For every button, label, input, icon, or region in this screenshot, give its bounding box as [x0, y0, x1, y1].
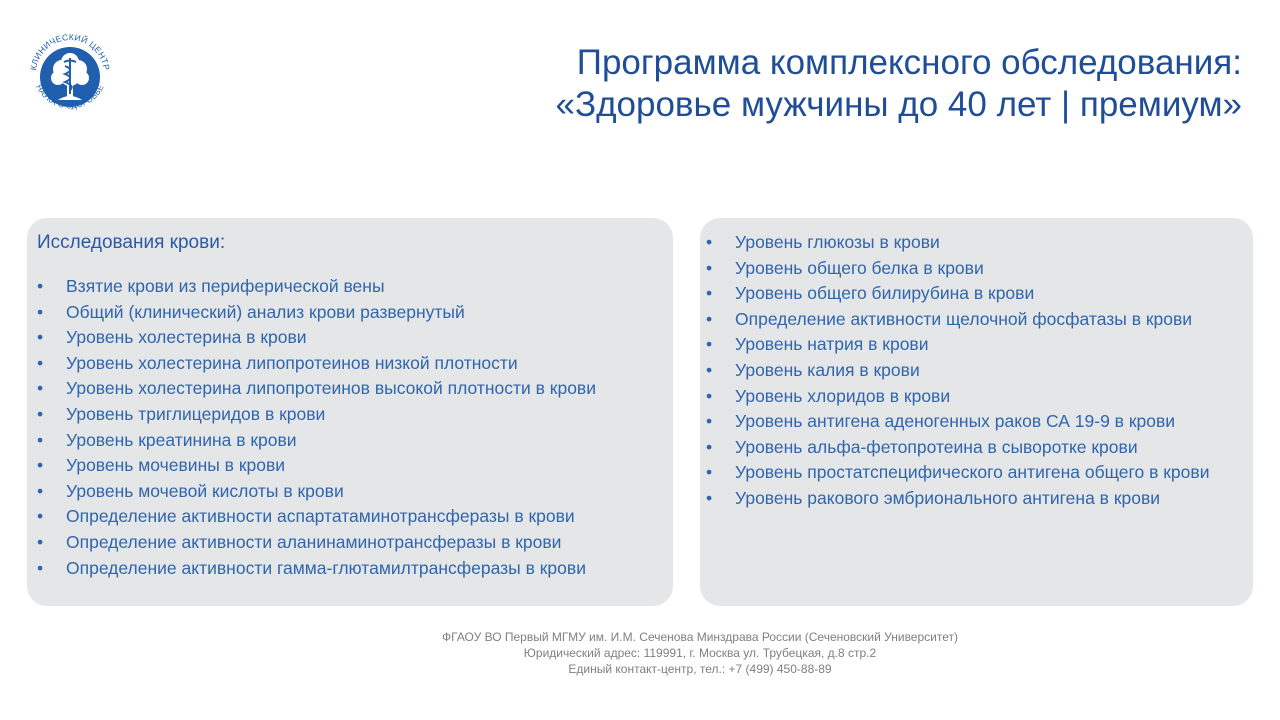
- footer: [300, 629, 1100, 677]
- list-item: • Уровень мочевины в крови: [37, 453, 663, 479]
- footer-address: Юридический адрес: 119991, г. Москва ул. Трубецкая, д.8 стр.2: [523, 646, 877, 660]
- title-line-2: «Здоровье мужчины до 40 лет | премиум»: [555, 85, 1242, 124]
- left-test-list: [37, 274, 663, 581]
- list-item: • Уровень холестерина в крови: [37, 325, 663, 351]
- list-item: • Уровень натрия в крови: [706, 332, 1247, 358]
- title-line-1: Программа комплексного обследования:: [576, 43, 1242, 82]
- page-title: [342, 42, 1242, 126]
- list-item: • Уровень холестерина липопротеинов низкой плотности: [37, 351, 663, 377]
- list-item: • Уровень общего белка в крови: [706, 256, 1247, 282]
- list-item: • Уровень хлоридов в крови: [706, 384, 1247, 410]
- footer-contact: Единый контакт-центр, тел.: +7 (499) 450-88-89: [568, 662, 832, 676]
- logo-top-text: КЛИНИЧЕСКИЙ ЦЕНТР: [28, 31, 112, 72]
- list-item: • Уровень антигена аденогенных раков СА 19-9 в крови: [706, 409, 1247, 435]
- list-item: • Взятие крови из периферической вены: [37, 274, 663, 300]
- list-item: • Уровень калия в крови: [706, 358, 1247, 384]
- blood-tests-panel-right: [700, 218, 1253, 606]
- list-item: • Определение активности гамма-глютамилтрансферазы в крови: [37, 556, 663, 582]
- list-item: • Уровень простатспецифического антигена общего в крови: [706, 460, 1247, 486]
- logo-bottom-text: НАУКА О ЗДОРОВЬЕ: [34, 83, 106, 111]
- clinic-tree-logo-icon: [22, 22, 118, 118]
- blood-tests-panel-left: [27, 218, 673, 606]
- footer-organization: ФГАОУ ВО Первый МГМУ им. И.М. Сеченова Минздрава России (Сеченовский Университет): [442, 630, 958, 644]
- list-item: • Уровень мочевой кислоты в крови: [37, 479, 663, 505]
- list-item: • Определение активности аспартатаминотрансферазы в крови: [37, 504, 663, 530]
- list-item: • Уровень креатинина в крови: [37, 428, 663, 454]
- list-item: • Определение активности щелочной фосфатазы в крови: [706, 307, 1247, 333]
- list-item: • Уровень общего билирубина в крови: [706, 281, 1247, 307]
- list-item: • Уровень ракового эмбрионального антигена в крови: [706, 486, 1247, 512]
- list-item: • Уровень глюкозы в крови: [706, 230, 1247, 256]
- right-test-list: [706, 230, 1247, 512]
- list-item: • Определение активности аланинаминотрансферазы в крови: [37, 530, 663, 556]
- panel-heading: Исследования крови:: [37, 232, 226, 253]
- list-item: • Уровень альфа-фетопротеина в сыворотке крови: [706, 435, 1247, 461]
- list-item: • Уровень триглицеридов в крови: [37, 402, 663, 428]
- list-item: • Общий (клинический) анализ крови развернутый: [37, 300, 663, 326]
- list-item: • Уровень холестерина липопротеинов высокой плотности в крови: [37, 376, 663, 402]
